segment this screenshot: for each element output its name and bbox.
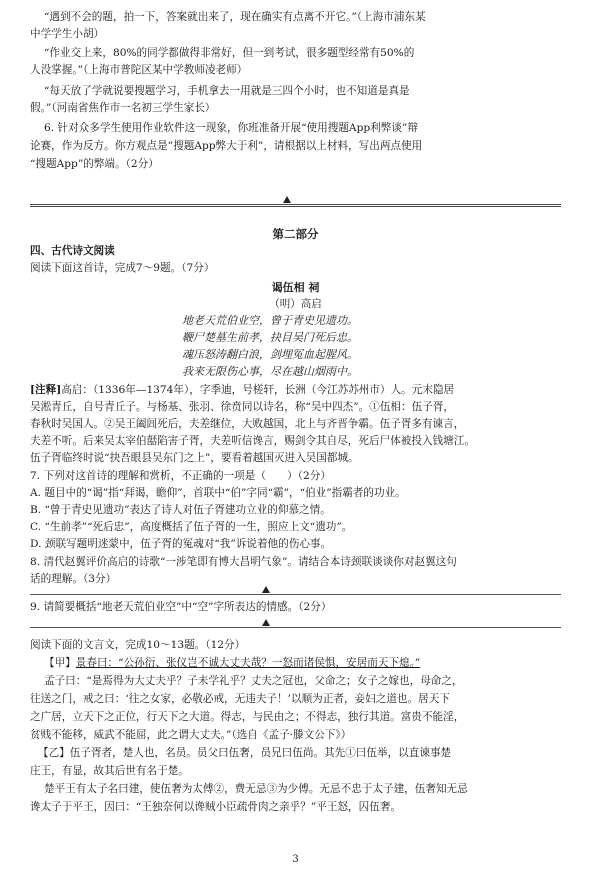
yi-text-1: 伍子胥者，楚人也，名员。员父曰伍奢，员兄曰伍尚。其先①曰伍举，以直谏事楚 (69, 747, 452, 759)
jia-line-2: 孟子曰：“是焉得为大丈夫乎？子未学礼乎？丈夫之冠也，父命之；女子之嫁也，母命之， (44, 675, 463, 687)
question-7-option-b: B. “曾于青史见遗功”表达了诗人对伍子胥建功立业的仰慕之情。 (30, 504, 331, 516)
question-7-option-a: A. 题目中的“谒”指“拜谒，瞻仰”，首联中“伯”字同“霸”，“伯业”指霸者的功业。 (30, 487, 406, 499)
poem-instruction: 阅读下面这首诗，完成7～9题。（7分） (30, 262, 215, 274)
yi-label: 【乙】 (38, 747, 70, 759)
question-6-line-3: “搜题App”的弊端。（2分） (30, 158, 159, 170)
quote-1-line-2: 中学学生小胡） (30, 28, 105, 40)
question-8-line-1: 8. 清代赵翼评价高启的诗歌“一涉笔即有博大昌明气象”。请结合本诗颈联谈谈你对赵翼这句 (30, 556, 457, 568)
note-text-1: 高启：（1336年—1374年），字季迪，号槎轩，长洲（今江苏苏州市）人。元末隐居 (61, 384, 455, 396)
note-line-5: 伍子胥临终时说“抉吾眼县吴东门之上”，要看着越国灭进入吴国都城。 (30, 452, 359, 464)
yi-line-4: 谗太子于平王，因曰：“王独奈何以谗贼小臣疏骨肉之亲乎？”平王怒，囚伍奢。 (30, 801, 402, 813)
jia-line-3: 往送之门，戒之曰：‘往之女家，必敬必戒，无违夫子！’以顺为正者，妾妇之道也。居天下 (30, 693, 450, 705)
quote-3-line-2: 假。”（河南省焦作市一名初三学生家长） (30, 102, 216, 114)
yi-line-3: 楚平王有太子名曰建，使伍奢为太傅②，费无忌③为少傅。无忌不忠于太子建，伍奢知无忌 (44, 783, 468, 795)
jia-text-1: 景春曰：“公孙衍、张仪岂不诚大丈夫哉？一怒而诸侯惧，安居而天下熄。” (75, 657, 421, 669)
part-two-heading: 第二部分 (272, 227, 319, 241)
quote-3-line-1: “每天放了学就说要搜题学习，手机拿去一用就是三四个小时，也不知道是真是 (44, 85, 410, 97)
note-label: [注释] (30, 384, 62, 396)
poem-author: （明）高启 (269, 298, 322, 310)
jia-label: 【甲】 (44, 657, 76, 669)
jia-line-5: 贫贱不能移，威武不能屈，此之谓大丈夫。”（选自《孟子·滕文公下》） (30, 729, 352, 741)
divider-triangle-1 (283, 196, 291, 203)
poem-title: 谒伍相 祠 (271, 281, 320, 294)
page-number: 3 (292, 854, 299, 865)
question-7-option-d: D. 颈联写题明迷蒙中，伍子胥的冤魂对“我”诉说着他的伤心事。 (30, 538, 332, 550)
question-6-line-2: 论赛，作为反方。你方观点是”搜题App弊大于利”，请根据以上材料，写出两点使用 (30, 140, 423, 152)
poem-line-3: 魂压怒涛翻白浪，剑埋冤血起腥风。 (182, 348, 358, 361)
question-7-option-c: C. “生前孝”“死后忠”，高度概括了伍子胥的一生，照应上文“遗功”。 (30, 521, 353, 533)
divider-line-2 (30, 594, 561, 595)
note-line-1 (30, 383, 454, 397)
poem-line-2: 鞭尸楚墓生前孝，抉目吴门死后忠。 (182, 331, 358, 344)
classical-instruction: 阅读下面的文言文，完成10～13题。（12分） (30, 639, 246, 651)
poem-line-1: 地老天荒伯业空，曾于青史见遗功。 (182, 314, 358, 327)
note-line-4: 夫差不听。后来吴太宰伯嚭陷害子胥，夫差听信谗言，赐剑令其自尽，死后尸体被投入钱塘江。 (30, 435, 475, 447)
divider-line-3 (30, 627, 561, 628)
jia-line-4: 之广居，立天下之正位，行天下之大道。得志，与民由之；不得志，独行其道。富贵不能淫， (30, 711, 465, 723)
yi-line-2: 庄王，有显，故其后世有名于楚。 (30, 765, 189, 777)
question-6-line-1: 6. 针对众多学生使用作业软件这一现象，你班准备开展“使用搜题App利弊谈”辩 (44, 122, 418, 134)
divider-triangle-2 (262, 586, 270, 593)
quote-2-line-1: “作业交上来，80%的同学都做得非常好，但一到考试，很多题型经常有50%的 (44, 47, 415, 59)
note-line-3: 春秋时吴国人。②吴王阖闾死后，夫差继位，大败越国，北上与齐晋争霸。伍子胥多有谏言， (30, 418, 465, 430)
quote-1-line-1: “遇到不会的题，拍一下，答案就出来了，现在确实有点离不开它。”（上海市浦东某 (44, 11, 426, 23)
poem-line-4: 我来无限伤心事，尽在越山烟雨中。 (182, 365, 358, 378)
question-7: 7. 下列对这首诗的理解和赏析，不正确的一项是（ ）（2分） (30, 470, 331, 482)
quote-2-line-2: 人没掌握。”（上海市普陀区某中学教师凌老师） (30, 64, 248, 76)
question-9: 9. 请简要概括“地老天荒伯业空”中“空”字所表达的情感。（2分） (30, 601, 332, 613)
yi-line-1 (38, 746, 451, 760)
question-8-line-2: 话的理解。（3分） (30, 573, 117, 585)
divider-line-1 (30, 204, 561, 205)
divider-triangle-3 (262, 619, 270, 626)
note-line-2: 吴淞青丘，自号青丘子。与杨基、张羽、徐贲同以诗名，称“吴中四杰”。①伍相：伍子胥， (30, 401, 454, 413)
section-4-heading: 四、古代诗文阅读 (30, 245, 115, 257)
jia-line-1 (44, 656, 420, 670)
